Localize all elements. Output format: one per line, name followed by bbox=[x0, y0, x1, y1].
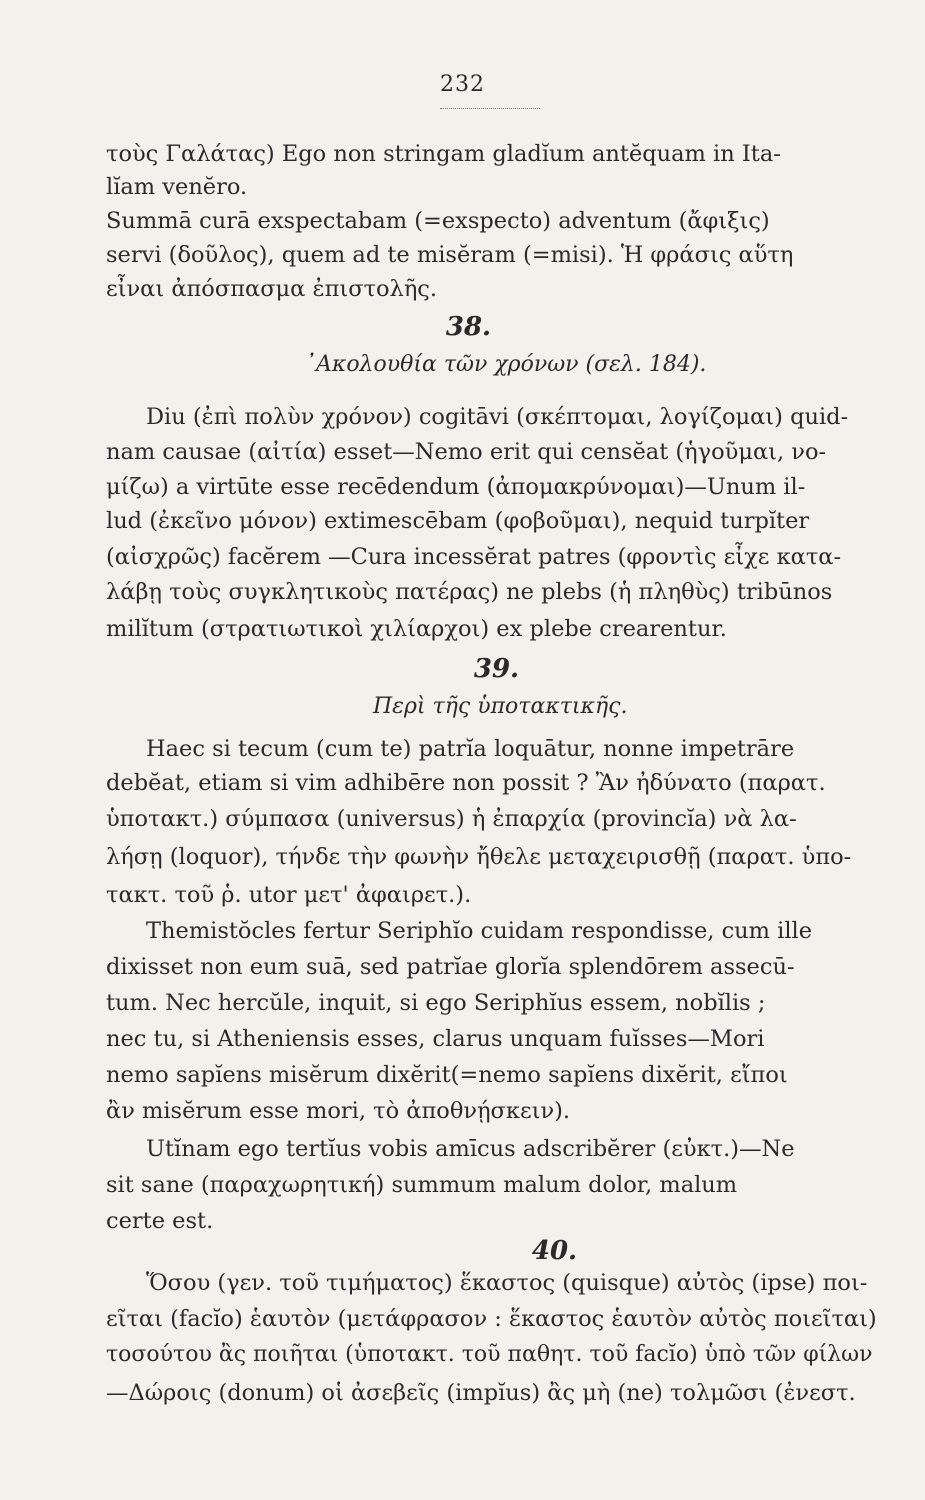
text-line: μίζω) a virtūte esse recēdendum (ἀπομακρύνομαι)—Unum il- bbox=[106, 474, 806, 500]
text-line: —Δώροις (donum) οἱ ἀσεβεῖς (impĭus) ἂς μὴ (ne) τολμῶσι (ἐνεστ. bbox=[106, 1380, 856, 1406]
section-number: 38. bbox=[445, 312, 492, 342]
text-line: nec tu, si Atheniensis esses, clarus unquam fuĭsses—Mori bbox=[106, 1026, 765, 1052]
section-subtitle: ᾿Ακολουθία τῶν χρόνων (σελ. 184). bbox=[305, 352, 707, 377]
text-line: Themistŏcles fertur Seriphĭo cuidam respondisse, cum ille bbox=[146, 918, 813, 944]
text-line: debĕat, etiam si vim adhibēre non possit ? Ἂν ἠδύνατο (παρατ. bbox=[106, 770, 826, 796]
section-number: 40. bbox=[531, 1236, 578, 1266]
text-line: nam causae (αἰτία) esset—Nemo erit qui censĕat (ἡγοῦμαι, νο- bbox=[106, 439, 827, 465]
section-subtitle: Περὶ τῆς ὑποτακτικῆς. bbox=[373, 694, 628, 719]
text-line: τακτ. τοῦ ῥ. utor μετ' ἀφαιρετ.). bbox=[106, 882, 472, 908]
text-line: εἶναι ἀπόσπασμα ἐπιστολῆς. bbox=[106, 276, 438, 302]
text-line: milĭtum (στρατιωτικοὶ χιλίαρχοι) ex plebe crearentur. bbox=[106, 616, 727, 642]
text-line: lud (ἐκεῖνο μόνον) extimescēbam (φοβοῦμαι), nequid turpĭter bbox=[106, 508, 810, 534]
section-number: 39. bbox=[473, 654, 520, 684]
text-line: Haec si tecum (cum te) patrĭa loquātur, nonne impetrāre bbox=[146, 736, 795, 762]
text-line: λάβῃ τοὺς συγκλητικοὺς πατέρας) ne plebs (ἡ πληθὺς) tribūnos bbox=[106, 579, 833, 605]
text-line: tum. Nec hercŭle, inquit, si ego Seriphĭus essem, nobĭlis ; bbox=[106, 990, 766, 1016]
text-line: nemo sapĭens misĕrum dixĕrit(=nemo sapĭens dixĕrit, εἴποι bbox=[106, 1062, 788, 1088]
text-line: τοσούτου ἂς ποιῆται (ὑποτακτ. τοῦ παθητ. τοῦ facĭo) ὑπὸ τῶν φίλων bbox=[106, 1342, 873, 1367]
text-line: λήσῃ (loquor), τήνδε τὴν φωνὴν ἤθελε μεταχειρισθῇ (παρατ. ὑπο- bbox=[106, 844, 852, 870]
text-line: ὑποτακτ.) σύμπασα (universus) ἡ ἐπαρχία (provincĭa) νὰ λα- bbox=[106, 806, 797, 832]
text-line: Diu (ἐπὶ πολὺν χρόνον) cogitāvi (σκέπτομαι, λογίζομαι) quid- bbox=[146, 404, 849, 430]
text-line: dixisset non eum suā, sed patrĭae glorĭa splendōrem assecū- bbox=[106, 954, 795, 980]
text-line: (αἰσχρῶς) facĕrem —Cura incessĕrat patres (φροντὶς εἶχε κατα- bbox=[106, 544, 842, 570]
text-line: Ὅσου (γεν. τοῦ τιμήματος) ἕκαστος (quisque) αὐτὸς (ipse) ποι- bbox=[146, 1270, 868, 1296]
text-line: εῖται (facĭo) ἑαυτὸν (μετάφρασον : ἕκαστος ἑαυτὸν αὐτὸς ποιεῖται) bbox=[106, 1306, 877, 1332]
text-line: sit sane (παραχωρητική) summum malum dolor, malum bbox=[106, 1172, 738, 1198]
page-number-rule bbox=[440, 108, 540, 109]
text-line: Utĭnam ego tertĭus vobis amīcus adscribĕrer (εὐκτ.)—Ne bbox=[146, 1136, 795, 1162]
text-line: servi (δοῦλος), quem ad te misĕram (=misi). Ἡ φράσις αὕτη bbox=[106, 242, 794, 268]
text-line: τοὺς Γαλάτας) Ego non stringam gladĭum antĕquam in Ita- bbox=[106, 141, 781, 167]
text-line: certe est. bbox=[106, 1208, 214, 1234]
page-number: 232 bbox=[440, 72, 485, 97]
text-line: ἂν misĕrum esse mori, τὸ ἀποθνῄσκειν). bbox=[106, 1098, 571, 1124]
text-line: Summā curā exspectabam (=exspecto) adventum (ἄφιξις) bbox=[106, 208, 770, 234]
text-line: lĭam venĕro. bbox=[106, 174, 248, 200]
